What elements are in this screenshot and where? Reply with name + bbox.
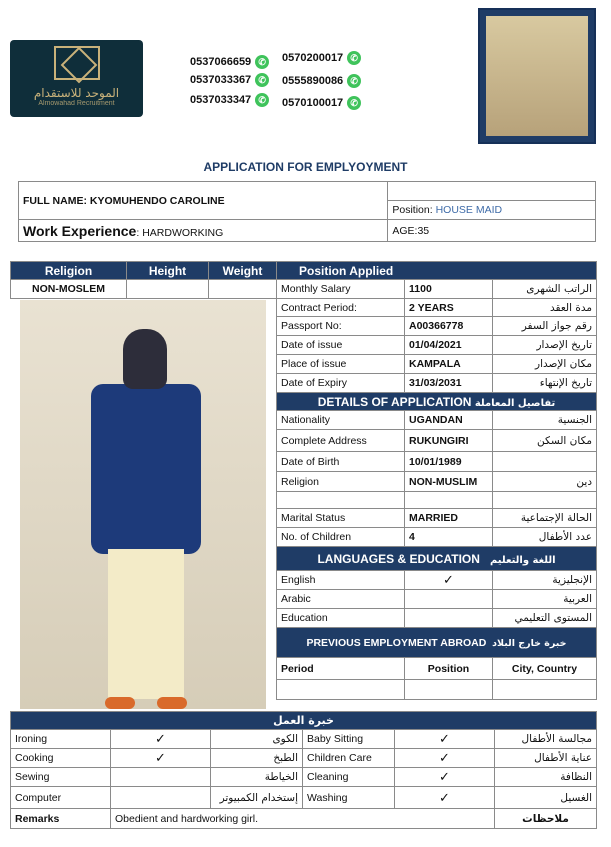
- row-value: RUKUNGIRI: [405, 430, 493, 452]
- work-exp-value: : HARDWORKING: [136, 226, 224, 239]
- row-value: A00366778: [405, 317, 493, 336]
- row-value: UGANDAN: [405, 411, 493, 430]
- whatsapp-icon: ✆: [347, 51, 361, 65]
- languages-header: [277, 547, 597, 571]
- phone-number: 0537066659: [190, 56, 252, 68]
- skill-arabic: الخياطة: [211, 768, 303, 787]
- phone-number: 0537033367: [190, 74, 252, 86]
- row-label: [277, 492, 405, 509]
- row-value: 01/04/2021: [405, 336, 493, 355]
- row-label: Passport No:: [277, 317, 405, 336]
- header-table: [18, 181, 596, 242]
- col-religion: Religion: [11, 262, 127, 280]
- row-label: Marital Status: [277, 509, 405, 528]
- skill-label: Washing: [303, 787, 395, 809]
- check-icon: [111, 787, 211, 809]
- row-arabic: تاريخ الإنتهاء: [493, 374, 597, 393]
- age: AGE:35: [388, 220, 596, 242]
- lang-arabic: العربية: [493, 590, 597, 609]
- logo-mark-icon: [54, 46, 100, 80]
- col-city-country: City, Country: [493, 658, 597, 680]
- row-arabic: مكان السكن: [493, 430, 597, 452]
- details-title: DETAILS OF APPLICATION: [317, 394, 472, 409]
- row-label: Place of issue: [277, 355, 405, 374]
- skill-arabic: النظافة: [495, 768, 597, 787]
- row-label: Complete Address: [277, 430, 405, 452]
- check-icon: ✓: [395, 787, 495, 809]
- col-position-applied: Position Applied: [277, 262, 597, 280]
- previous-employment-header: [277, 628, 597, 658]
- row-arabic: [493, 452, 597, 472]
- skill-label: Cleaning: [303, 768, 395, 787]
- skill-label: Ironing: [11, 730, 111, 749]
- work-experience: [19, 220, 388, 242]
- skill-label: Cooking: [11, 749, 111, 768]
- row-arabic: الراتب الشهرى: [493, 280, 597, 299]
- languages-title: LANGUAGES & EDUCATION: [317, 551, 480, 566]
- row-arabic: تاريخ الإصدار: [493, 336, 597, 355]
- skill-arabic: مجالسة الأطفال: [495, 730, 597, 749]
- remarks-arabic: ملاحظات: [495, 809, 597, 829]
- skill-label: Children Care: [303, 749, 395, 768]
- phone-number: 0570100017: [282, 97, 344, 109]
- check-icon: ✓: [111, 749, 211, 768]
- row-value: KAMPALA: [405, 355, 493, 374]
- skill-label: Baby Sitting: [303, 730, 395, 749]
- row-value: [405, 492, 493, 509]
- row-label: Contract Period:: [277, 299, 405, 317]
- details-title-ar: تفاصيل المعاملة: [474, 397, 556, 409]
- form-title: APPLICATION FOR EMPLYOYMENT: [203, 160, 408, 174]
- full-body-photo: [20, 300, 266, 709]
- row-arabic: رقم جواز السفر: [493, 317, 597, 336]
- previous-employment-title: PREVIOUS EMPLOYMENT ABROAD: [306, 636, 487, 649]
- row-label: No. of Children: [277, 528, 405, 547]
- row-value: 2 YEARS: [405, 299, 493, 317]
- skill-arabic: الغسيل: [495, 787, 597, 809]
- skill-arabic: الطبخ: [211, 749, 303, 768]
- check-icon: ✓: [395, 730, 495, 749]
- row-arabic: الجنسية: [493, 411, 597, 430]
- portrait-photo: [478, 8, 596, 144]
- whatsapp-icon: ✆: [255, 93, 269, 107]
- row-label: Date of Expiry: [277, 374, 405, 393]
- col-period: Period: [277, 658, 405, 680]
- row-value: 4: [405, 528, 493, 547]
- row-value: 10/01/1989: [405, 452, 493, 472]
- check-icon: [405, 590, 493, 609]
- row-value: MARRIED: [405, 509, 493, 528]
- position-value: HOUSE MAID: [435, 204, 503, 216]
- col-height: Height: [127, 262, 209, 280]
- row-arabic: عدد الأطفال: [493, 528, 597, 547]
- religion-value: NON-MOSLEM: [11, 280, 127, 299]
- languages-title-ar: اللغة والتعليم: [489, 554, 556, 566]
- whatsapp-icon: ✆: [347, 74, 361, 88]
- check-icon: ✓: [395, 749, 495, 768]
- position-cell: [388, 201, 596, 220]
- company-logo: [10, 40, 143, 117]
- row-arabic: دين: [493, 472, 597, 492]
- phone-number: 0570200017: [282, 52, 344, 64]
- row-arabic: مدة العقد: [493, 299, 597, 317]
- col-prev-position: Position: [405, 658, 493, 680]
- position-label: Position:: [392, 204, 433, 216]
- skill-label: Computer: [11, 787, 111, 809]
- check-icon: ✓: [395, 768, 495, 787]
- row-label: Monthly Salary: [277, 280, 405, 299]
- work-exp-label: Work Experience: [23, 222, 137, 239]
- skills-table: [10, 711, 597, 829]
- row-label: Date of issue: [277, 336, 405, 355]
- remarks-label: Remarks: [11, 809, 111, 829]
- whatsapp-icon: ✆: [255, 55, 269, 69]
- row-label: Religion: [277, 472, 405, 492]
- remarks-value: Obedient and hardworking girl.: [111, 809, 495, 829]
- skill-label: Sewing: [11, 768, 111, 787]
- lang-arabic: الإنجليزية: [493, 571, 597, 590]
- row-arabic: [493, 492, 597, 509]
- logo-english: Almowahad Recruitment: [38, 100, 115, 107]
- phone-number: 0555890086: [282, 75, 344, 87]
- skill-arabic: الكوى: [211, 730, 303, 749]
- check-icon: [405, 609, 493, 628]
- lang-label: English: [277, 571, 405, 590]
- previous-employment-title-ar: خبرة خارج البلاد: [492, 637, 567, 649]
- phone-number: 0537033347: [190, 94, 252, 106]
- lang-label: Arabic: [277, 590, 405, 609]
- row-arabic: الحالة الإجتماعية: [493, 509, 597, 528]
- check-icon: [111, 768, 211, 787]
- whatsapp-icon: ✆: [255, 73, 269, 87]
- check-icon: ✓: [111, 730, 211, 749]
- details-header: [277, 393, 597, 411]
- row-label: Nationality: [277, 411, 405, 430]
- row-value: 31/03/2031: [405, 374, 493, 393]
- skills-header: خبرة العمل: [11, 712, 597, 730]
- row-arabic: مكان الإصدار: [493, 355, 597, 374]
- lang-arabic: المستوى التعليمي: [493, 609, 597, 628]
- skill-arabic: عناية الأطفال: [495, 749, 597, 768]
- row-value: 1100: [405, 280, 493, 299]
- full-name: FULL NAME: KYOMUHENDO CAROLINE: [19, 182, 388, 220]
- row-value: NON-MUSLIM: [405, 472, 493, 492]
- row-label: Date of Birth: [277, 452, 405, 472]
- whatsapp-icon: ✆: [347, 96, 361, 110]
- check-icon: ✓: [405, 571, 493, 590]
- skill-arabic: إستخدام الكمبيوتر: [211, 787, 303, 809]
- logo-arabic: الموحد للاستقدام: [33, 86, 120, 100]
- lang-label: Education: [277, 609, 405, 628]
- col-weight: Weight: [209, 262, 277, 280]
